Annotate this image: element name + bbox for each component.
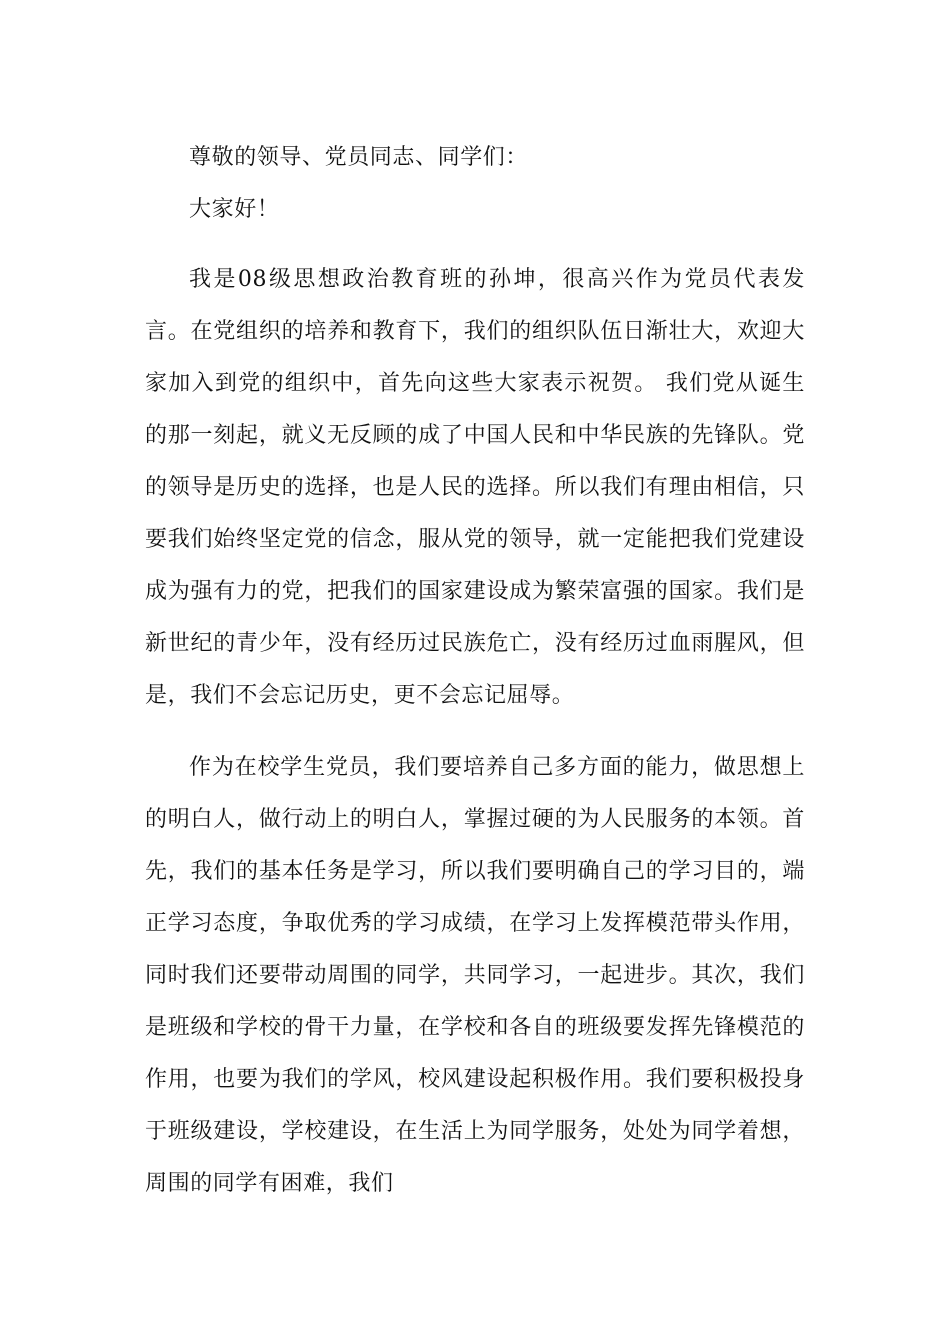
greeting: 大家好！ <box>189 197 280 222</box>
paragraph-2: 作为在校学生党员，我们要培养自己多方面的能力，做思想上的明白人，做行动上的明白人，掌握过硬的为人民服务的本领。首先，我们的基本任务是学习，所以我们要明确自己的学习目的，端正学习态度，争取优秀的学习成绩，在学习上发挥模范带头作用，同时我们还要带动周围的同学，共同学习，一起进步。其次，我们是班级和学校的骨干力量，在学校和各自的班级要发挥先锋模范的作用，也要为我们的学风，校风建设起积极作用。我们要积极投身于班级建设，学校建设，在生活上为同学服务，处处为同学着想，周围的同学有困难，我们 <box>145 755 805 1196</box>
paragraph-1: 我是08级思想政治教育班的孙坤，很高兴作为党员代表发言。在党组织的培养和教育下，我们的组织队伍日渐壮大，欢迎大家加入到党的组织中，首先向这些大家表示祝贺。 我们党从诞生的那一刻起，就义无反顾的成了中国人民和中华民族的先锋队。党的领导是历史的选择，也是人民的选择。所以我们有理由相信，只要我们始终坚定党的信念，服从党的领导，就一定能把我们党建设成为强有力的党，把我们的国家建设成为繁荣富强的国家。我们是新世纪的青少年，没有经历过民族危亡，没有经历过血雨腥风，但是，我们不会忘记历史，更不会忘记屈辱。 <box>145 267 805 708</box>
salutation: 尊敬的领导、党员同志、同学们： <box>189 145 529 170</box>
document-body <box>145 132 805 1210</box>
